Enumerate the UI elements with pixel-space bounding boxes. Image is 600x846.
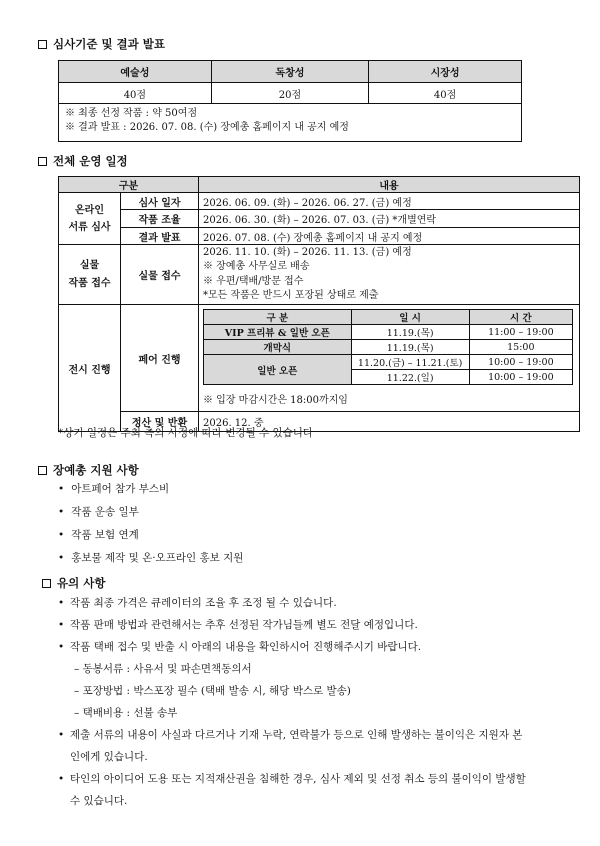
inner-date: 11.19.(목) <box>351 340 469 355</box>
inner-header: 일 시 <box>351 310 469 325</box>
notice-list <box>58 592 528 812</box>
row-label: 실물 접수 <box>121 245 199 305</box>
checkbox-square-icon <box>38 157 47 166</box>
list-item: • 홍보물 제작 및 온·오프라인 홍보 지원 <box>58 547 243 570</box>
row-label: 작품 조율 <box>121 210 199 228</box>
fair-content <box>199 305 580 412</box>
inner-header: 구 분 <box>204 310 352 325</box>
list-item: • 작품 판매 방법과 관련해서는 추후 선정된 작가님들께 별도 전달 예정입니다. <box>58 614 528 636</box>
list-item: • 아트페어 참가 부스비 <box>58 478 243 501</box>
score-artistry: 40점 <box>59 83 212 104</box>
sub-item: – 동봉서류 : 사유서 및 파손면책동의서 <box>74 663 252 675</box>
row-label: 결과 발표 <box>121 228 199 245</box>
schedule-footnote: *상기 일정은 주최 측의 사정에 따라 변경될 수 있습니다 <box>58 427 314 439</box>
fair-schedule-table <box>203 309 573 385</box>
row-content: 2026. 12. 중 <box>199 412 580 432</box>
score-marketability: 40점 <box>369 83 522 104</box>
inner-row-label: 일반 오픈 <box>204 355 352 385</box>
header-content: 내용 <box>199 177 580 193</box>
exhibit-label: 전시 진행 <box>59 305 121 432</box>
fair-note: ※ 입장 마감시간은 18:00까지임 <box>203 395 348 406</box>
section-title-notice: 유의 사항 <box>42 575 105 591</box>
inner-date: 11.20.(금) – 11.21.(토) <box>351 355 469 370</box>
row-label: 정산 및 반환 <box>121 412 199 432</box>
inner-time: 11:00 – 19:00 <box>469 325 572 340</box>
list-item: • 작품 택배 접수 및 반출 시 아래의 내용을 확인하시어 진행해주시기 바랍니다. <box>58 636 528 658</box>
row-content: 2026. 06. 09. (화) – 2026. 06. 27. (금) 예정 <box>199 193 580 210</box>
list-item: • 작품 운송 일부 <box>58 501 243 524</box>
list-item: • 제출 서류의 내용이 사실과 다르거나 기재 누락, 연락불가 등으로 인해 발생하는 불이익은 지원자 본인에게 있습니다. <box>58 724 528 768</box>
section-title-criteria: 심사기준 및 결과 발표 <box>38 36 165 52</box>
row-label: 페어 진행 <box>121 305 199 412</box>
inner-date: 11.19.(목) <box>351 325 469 340</box>
support-list <box>58 478 243 570</box>
list-item: • 작품 최종 가격은 큐레이터의 조율 후 조정 될 수 있습니다. <box>58 592 528 614</box>
inner-date: 11.22.(일) <box>351 370 469 385</box>
row-content: 2026. 07. 08. (수) 장예총 홈페이지 내 공지 예정 <box>199 228 580 245</box>
inner-time: 15:00 <box>469 340 572 355</box>
note-line: ※ 결과 발표 : 2026. 07. 08. (수) 장예총 홈페이지 내 공지 예정 <box>65 122 349 133</box>
schedule-table <box>58 176 580 432</box>
sub-item: – 포장방법 : 박스포장 필수 (택배 발송 시, 해당 박스로 발송) <box>74 685 351 697</box>
criteria-table <box>58 60 522 104</box>
checkbox-square-icon <box>38 40 47 49</box>
header-category: 구분 <box>59 177 199 193</box>
list-item: • 작품 보험 연계 <box>58 524 243 547</box>
physical-label: 실물 작품 접수 <box>59 245 121 305</box>
list-item: • 타인의 아이디어 도용 또는 지적재산권을 침해한 경우, 심사 제외 및 선정 취소 등의 불이익이 발생할 수 있습니다. <box>58 768 528 812</box>
inner-time: 10:00 – 19:00 <box>469 370 572 385</box>
inner-row-label: VIP 프리뷰 & 일반 오픈 <box>204 325 352 340</box>
inner-header: 시 간 <box>469 310 572 325</box>
inner-time: 10:00 – 19:00 <box>469 355 572 370</box>
sub-item: – 택배비용 : 선불 송부 <box>74 707 178 719</box>
header-marketability: 시장성 <box>369 61 522 83</box>
header-artistry: 예술성 <box>59 61 212 83</box>
section-title-schedule: 전체 운영 일정 <box>38 153 128 169</box>
criteria-notes <box>58 104 522 142</box>
checkbox-square-icon <box>42 579 51 588</box>
section-title-support: 장예총 지원 사항 <box>38 462 139 478</box>
inner-row-label: 개막식 <box>204 340 352 355</box>
row-content: 2026. 06. 30. (화) – 2026. 07. 03. (금) *개별연락 <box>199 210 580 228</box>
header-originality: 독창성 <box>211 61 368 83</box>
score-originality: 20점 <box>211 83 368 104</box>
checkbox-square-icon <box>38 466 47 475</box>
physical-content: 2026. 11. 10. (화) – 2026. 11. 13. (금) 예정 ※ 장예총 사무실로 배송 ※ 우편/택배/방문 접수 *모든 작품은 반드시 포장된 상태로 제출 <box>199 245 580 305</box>
row-label: 심사 일자 <box>121 193 199 210</box>
online-review-label: 온라인 서류 심사 <box>59 193 121 245</box>
note-line: ※ 최종 선정 작품 : 약 50여점 <box>65 108 198 119</box>
